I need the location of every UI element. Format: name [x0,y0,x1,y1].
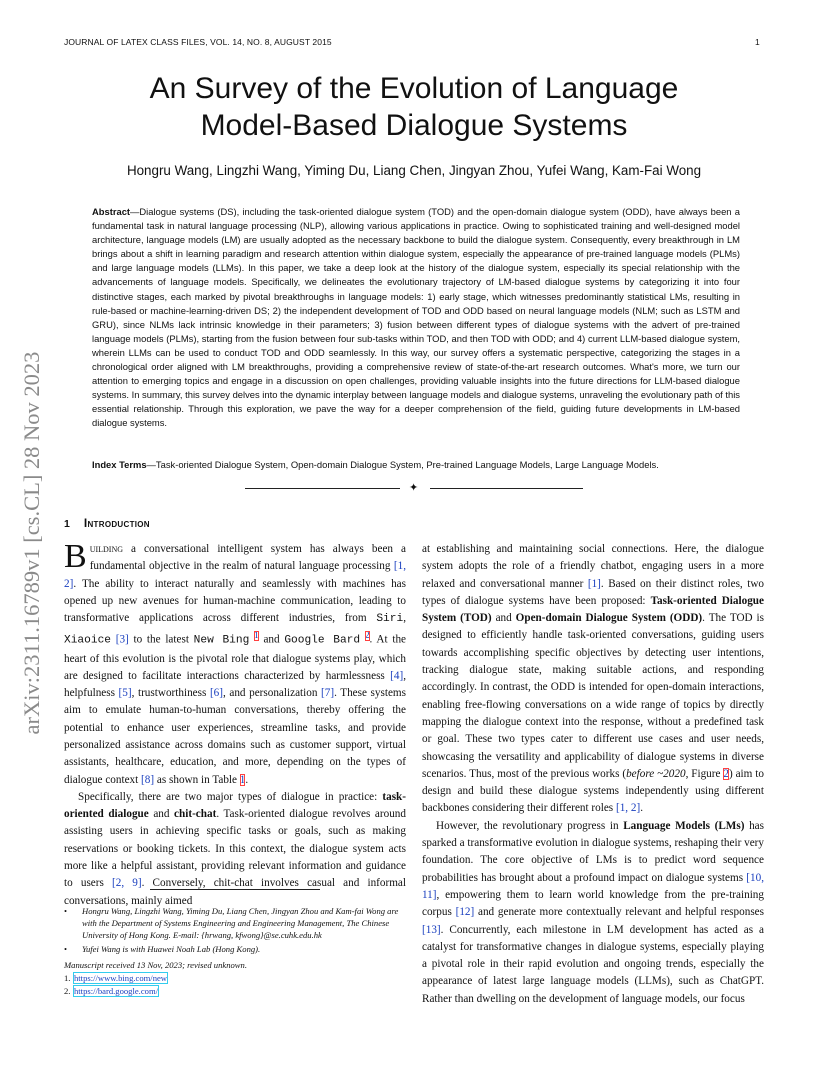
text-run: . Task-oriented dialogue revolves around assisting users in achieving specific tasks or goals, such as making reservations or booking tickets. In this context, the dialogue system acts more like a helpful assistant, providing relevant information and guidance to users [64,808,406,890]
text-run: . [640,802,643,815]
citation-link[interactable]: [6] [209,687,223,700]
citation-link[interactable]: [1, 2] [615,802,641,815]
text-run: , Figure [685,767,724,780]
product-name: Xiaoice [64,635,111,648]
text-run: at establishing and maintaining social connections. Here, the dialogue system adopts the role of a friendly chatbot, engaging users in a more relaxed and conversational manner [422,543,764,590]
citation-link[interactable]: [2, 9] [112,877,142,890]
citation-link[interactable]: [7] [321,687,335,700]
text-run: , helpfulness [64,669,406,700]
text-run: , empowering them to learn world knowledge from the pre-training corpus [422,888,764,919]
divider-diamond-icon: ✦ [409,482,419,494]
footnote-link-item [64,972,406,984]
text-run: has sparked a transformative evolution in dialogue systems, reshaping their very foundation. The core objective of LMs is to predict word sequence probabilities has brought about a profound impact on dialogue systems [422,819,764,884]
text-run: . At the heart of this evolution is the pivotal role that dialogue systems play, which are designed to facilitate interactions characterized by harmlessness [64,634,407,682]
citation-link[interactable]: [10, 11] [422,871,764,901]
arxiv-stamp [20,283,44,803]
index-terms [92,458,740,472]
page-number: 1 [755,37,760,47]
text-run: and [491,612,516,625]
affiliation-text: Hongru Wang, Lingzhi Wang, Yiming Du, Liang Chen, Jingyan Zhou and Kam-fai Wong are with the Department of Systems Engineering and Engineering Management, The Chinese University of Hong Kong. E-mail: {hrwang, kfwong}@se.cuhk.edu.hk [82,906,399,941]
running-header: JOURNAL OF LATEX CLASS FILES, VOL. 14, NO. 8, AUGUST 2015 [64,37,332,47]
product-name: Siri [376,613,404,626]
bold-term: Open-domain Dialogue System (ODD) [515,612,703,625]
opening-word: uilding [89,543,124,555]
text-run: . Conversely, chit-chat involves casual and informal conversations, mainly aimed [64,877,406,907]
footnote-number: 1. [64,973,71,984]
text-run: Specifically, there are two major types of dialogue in practice: [78,790,383,803]
bullet-icon: • [64,906,68,916]
citation-link[interactable]: [1] [587,577,601,590]
text-run: . Concurrently, each milestone in LM development has acted as a catalyst for transformative changes in dialogue systems, especially playing a pivotal role in their rapid evolution and ongoing trends, especially the appearance of latest large language models (LLMs), such as ChatGPT. Rather than dwelling on the development of language models, our focus [422,923,764,1005]
citation-link[interactable]: [1, 2] [64,560,406,590]
divider-line-right [430,488,583,489]
title-line-2: Model-Based Dialogue Systems [200,109,628,142]
bold-term: task-oriented dialogue [64,790,406,821]
citation-link[interactable]: [12] [455,906,475,919]
text-run: and generate more contextually relevant and helpful responses [474,906,764,919]
text-run: and [258,634,285,647]
footnote-rule [150,889,320,890]
divider-line-left [245,488,400,489]
italic-term: before ~2020 [626,767,686,780]
footnote-url-link[interactable]: https://www.bing.com/new [74,973,168,984]
bold-term: Language Models (LMs) [623,819,745,832]
text-run: , trustworthiness [131,687,210,700]
manuscript-note: Manuscript received 13 Nov, 2023; revised unknown. [64,959,247,970]
text-run: as shown in Table [154,773,240,786]
citation-link[interactable]: [13] [422,923,441,936]
footnote-link-item [64,985,406,997]
title-line-1: An Survey of the Evolution of Language [149,72,679,105]
text-run: . These systems aim to emulate human-to-human conversations, thereby offering the potential to enhance user experiences, streamline tasks, and provide personalized assistance across domains such as customer support, virtual assistants, healthcare, education, and more, depending on the types of dialogue context [64,687,406,786]
text-run: a conversational intelligent system has always been a fundamental objective in the realm of natural language processing [89,543,406,573]
affiliation-note [64,905,406,942]
product-name: New Bing [193,635,250,648]
footnote-url-link[interactable]: https://bard.google.com/ [74,986,159,997]
body-column-right [422,541,764,1008]
abstract-label: Abstract [92,206,131,217]
section-title: Introduction [83,516,150,530]
section-divider [245,483,583,493]
paragraph [64,538,407,789]
text-run: and [148,808,175,821]
abstract [92,205,740,431]
text-run: . The TOD is designed to efficiently handle task-oriented conversations, guiding users towards accomplishing specific objectives by detecting user intentions, tracking dialogue state, making suitable actions, and responding accordingly. In contrast, the ODD is intended for open-domain interactions, enabling free-flowing conversations on a wide range of topics by directly mapping the dialogue context into the response, without a predefined task or goal. These two types cater to different use cases and user needs, showcasing the versatility and applicability of dialogue systems in diverse scenarios. Thus, most of the previous works ( [422,612,765,780]
text-run: ) aim to design and build these dialogue systems independently using different backbones considering their different roles [422,767,764,815]
paper-title [64,70,764,144]
affiliation-note [64,943,406,955]
footnote-number: 2. [64,986,71,997]
citation-link[interactable]: [5] [118,687,132,700]
body-column-left [64,538,407,910]
footnote-marker[interactable]: 2 [364,631,370,642]
paragraph [422,541,764,818]
dropcap: B [64,538,87,575]
section-number: 1 [64,518,70,530]
table-reference-link[interactable]: 1 [239,773,246,786]
text-run: However, the revolutionary progress in [436,819,624,832]
text-run: . Based on their distinct roles, two types of dialogue systems have been proposed: [422,577,764,607]
paragraph [422,818,764,1008]
figure-reference-link[interactable]: 2 [723,767,729,780]
text-run: . The ability to interact naturally and seamlessly with machines has opened up new avenues for human-machine communication, leading to transformative applications across different industries, from [64,577,406,625]
footnote-marker[interactable]: 1 [254,631,259,642]
abstract-text: —Dialogue systems (DS), including the task-oriented dialogue system (TOD) and the open-domain dialogue system (ODD), have always been a fundamental task in natural language processing (NLP), allowing various applications in practice. Owing to sophisticated training and well-designed model architecture, language models (LM) are usually adopted as the necessary backbone to build the dialogue system. Consequently, every breakthrough in LM brings about a shift in learning paradigm and research attention within dialogue system, especially the appearance of pre-trained language models (PLMs) and large language models (LLMs). In this paper, we take a deep look at the history of the dialogue system, especially its special relationship with the advancements of language models. Specifically, we delineates the evolutionary trajectory of LM-based dialogue systems by categorizing it into four distinctive stages, each marked by pivotal breakthroughs in language models: 1) early stage, which witnesses predominantly statistical LMs, resulting in rule-based or machine-learning-driven DS; 2) the independent development of TOD and ODD based on neural language models (NLM; such as LSTM and GRU), since NLMs lack intrinsic knowledge in their parameters; 3) fusion between different types of dialogue systems with the advert of pre-trained language models (PLMs), starting from the fusion between four sub-tasks within TOD, and then TOD with ODD; and 4) current LLM-based dialogue system, wherein LLMs can be used to conduct TOD and ODD seamlessly. In this way, our survey offers a systematic perspective, categorizing the stages in a chronological order aligned with LM breakthroughs, providing a comprehensive review of state-of-the-art research outcomes. What's more, we turn our attention to emerging topics and engage in a discussion on open challenges, providing valuable insights into the future directions for LLM-based dialogue systems. In summary, this survey delves into the dynamic interplay between language models and dialogue systems, unraveling the evolutionary path of this essential relationship. Through this exploration, we pave the way for a deeper comprehension of the field, guiding future developments in LM-based dialogue systems. [92,206,740,429]
bold-term: chit-chat [174,808,217,821]
bullet-icon: • [64,943,68,954]
index-terms-label: Index Terms [92,459,147,470]
paragraph [64,789,406,910]
footnotes [64,905,406,997]
text-run: , and personalization [222,687,322,700]
text-run: , [403,612,406,625]
citation-link[interactable]: [4] [390,669,404,682]
citation-link[interactable]: [8] [141,773,155,786]
product-name: Google Bard [284,635,361,648]
index-terms-text: —Task-oriented Dialogue System, Open-domain Dialogue System, Pre-trained Language Models, Large Language Models. [146,459,659,470]
citation-link[interactable]: [3] [115,634,129,647]
affiliation-text: Yufei Wang is with Huawei Noah Lab (Hong Kong). [82,943,261,954]
text-run: . [245,773,249,786]
author-list: Hongru Wang, Lingzhi Wang, Yiming Du, Liang Chen, Jingyan Zhou, Yufei Wang, Kam-Fai Wong [126,163,702,178]
section-heading [64,516,150,530]
bold-term: Task-oriented Dialogue System (TOD) [422,594,764,625]
text-run: to the latest [128,634,194,647]
arxiv-stamp-text: arXiv:2311.16789v1 [cs.CL] 28 Nov 2023 [19,351,44,735]
